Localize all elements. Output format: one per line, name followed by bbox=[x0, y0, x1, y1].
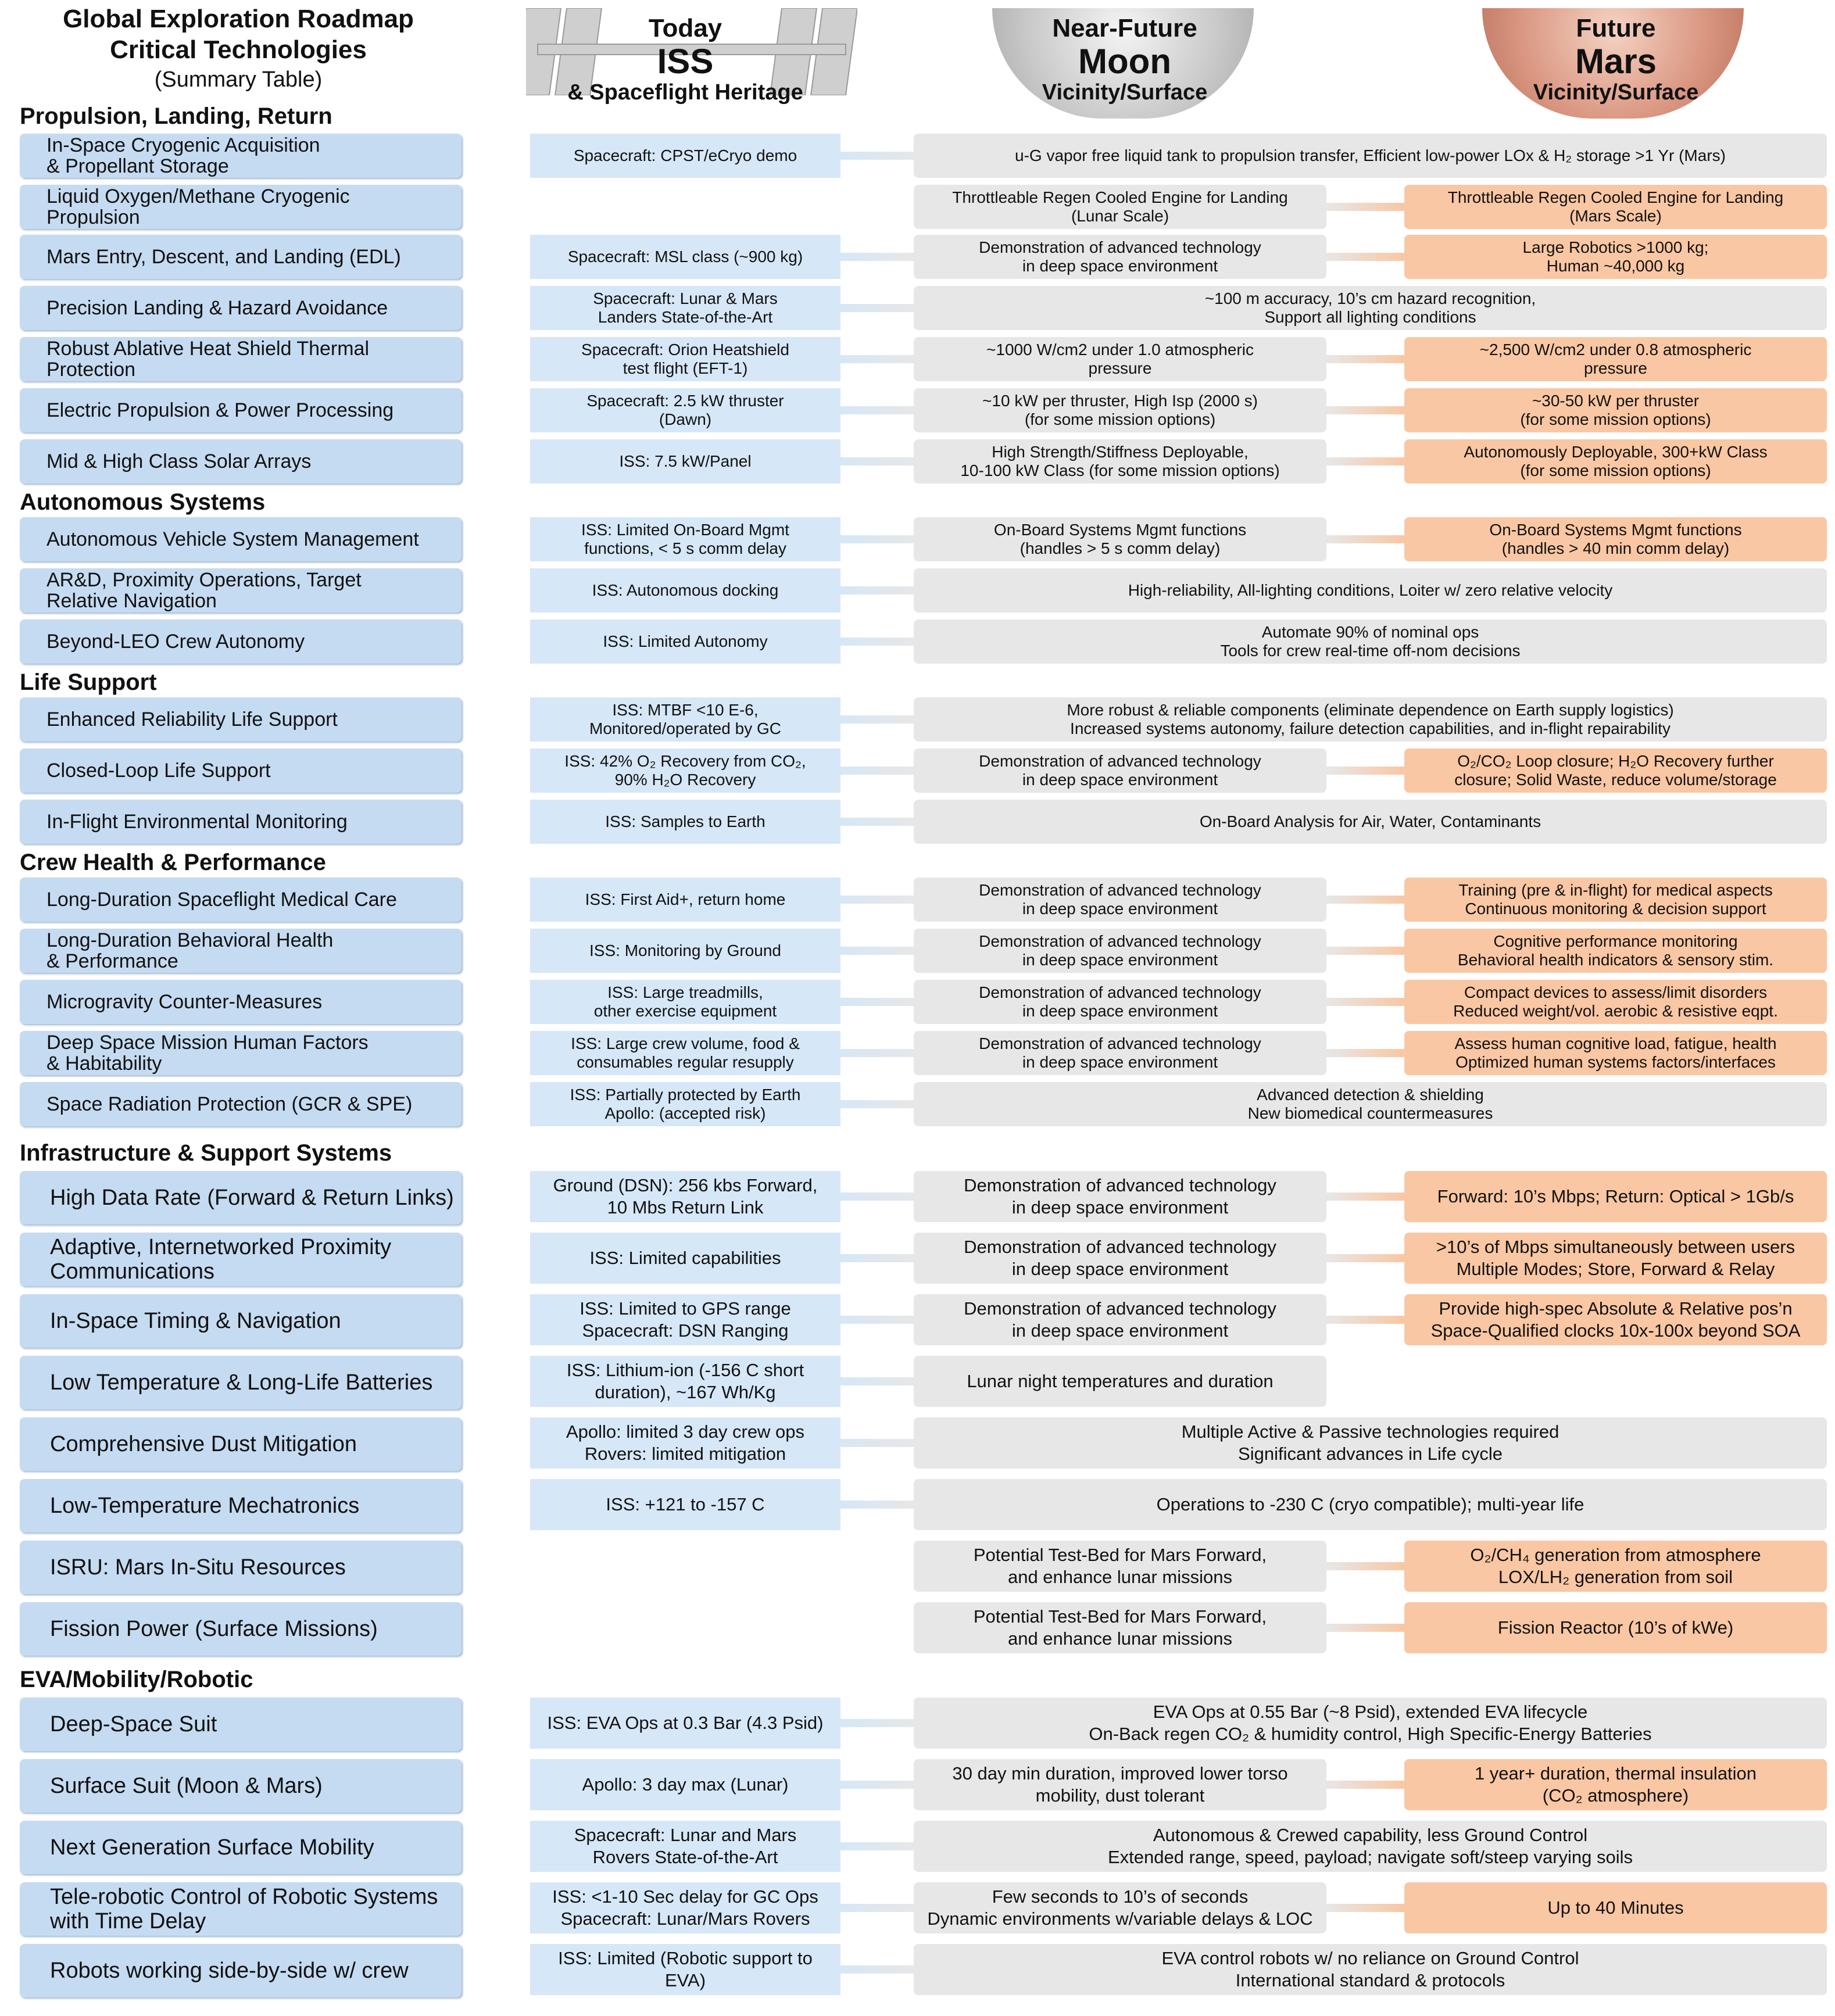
today-cell: ISS: Samples to Earth bbox=[530, 800, 840, 844]
today-cell: Apollo: limited 3 day crew ops Rovers: limited mitigation bbox=[530, 1417, 840, 1469]
moon-mars-span-cell: Advanced detection & shielding New biomedical countermeasures bbox=[914, 1082, 1827, 1126]
connector bbox=[840, 1439, 914, 1447]
technology-label: Mars Entry, Descent, and Landing (EDL) bbox=[20, 235, 462, 279]
moon-cell: Demonstration of advanced technology in deep space environment bbox=[914, 1171, 1326, 1222]
connector bbox=[840, 304, 914, 312]
page-subtitle: (Summary Table) bbox=[154, 67, 323, 92]
section-propulsion: Propulsion, Landing, Return bbox=[20, 103, 332, 129]
mars-cell: Compact devices to assess/limit disorders Reduced weight/vol. aerobic & resistive eqpt. bbox=[1404, 980, 1827, 1024]
today-cell: ISS: EVA Ops at 0.3 Bar (4.3 Psid) bbox=[530, 1698, 840, 1749]
connector bbox=[1326, 406, 1404, 414]
moon-cell: Demonstration of advanced technology in deep space environment bbox=[914, 1031, 1326, 1075]
section-infrastructure: Infrastructure & Support Systems bbox=[20, 1140, 392, 1166]
technology-label: Fission Power (Surface Missions) bbox=[20, 1602, 462, 1656]
connector bbox=[1326, 1193, 1404, 1201]
moon-cell: 30 day min duration, improved lower torso mobility, dust tolerant bbox=[914, 1759, 1326, 1810]
connector bbox=[840, 152, 914, 160]
connector bbox=[840, 1904, 914, 1912]
today-cell: Spacecraft: CPST/eCryo demo bbox=[530, 134, 840, 178]
today-header-line2: ISS bbox=[657, 42, 714, 81]
connector bbox=[1326, 1904, 1404, 1912]
connector bbox=[1326, 1624, 1404, 1632]
today-cell: Spacecraft: Lunar and Mars Rovers State-of-the-Art bbox=[530, 1821, 840, 1872]
today-header-line1: Today bbox=[648, 14, 722, 42]
technology-label: Closed-Loop Life Support bbox=[20, 749, 462, 793]
section-crew-health: Crew Health & Performance bbox=[20, 850, 326, 875]
moon-cell: Demonstration of advanced technology in deep space environment bbox=[914, 235, 1326, 279]
technology-label: ISRU: Mars In-Situ Resources bbox=[20, 1541, 462, 1594]
connector bbox=[840, 1965, 914, 1974]
moon-cell: ~1000 W/cm2 under 1.0 atmospheric pressure bbox=[914, 337, 1326, 381]
technology-label: Deep-Space Suit bbox=[20, 1698, 462, 1751]
today-cell: Spacecraft: MSL class (~900 kg) bbox=[530, 235, 840, 279]
connector bbox=[840, 767, 914, 775]
moon-cell: Demonstration of advanced technology in deep space environment bbox=[914, 929, 1326, 973]
today-cell: ISS: Limited On-Board Mgmt functions, < 5 s comm delay bbox=[530, 517, 840, 561]
technology-label: Robots working side-by-side w/ crew bbox=[20, 1944, 462, 1997]
moon-cell: Demonstration of advanced technology in deep space environment bbox=[914, 1294, 1326, 1345]
connector bbox=[840, 1193, 914, 1201]
moon-cell: ~10 kW per thruster, High Isp (2000 s) (for some mission options) bbox=[914, 388, 1326, 432]
connector bbox=[1326, 1562, 1404, 1570]
today-cell: Spacecraft: Lunar & Mars Landers State-of-the-Art bbox=[530, 286, 840, 330]
today-cell: ISS: Partially protected by Earth Apollo: (accepted risk) bbox=[530, 1082, 840, 1126]
connector bbox=[840, 1316, 914, 1324]
connector bbox=[840, 535, 914, 543]
technology-label: Precision Landing & Hazard Avoidance bbox=[20, 286, 462, 330]
mars-header-line1: Future bbox=[1576, 14, 1656, 42]
today-column-header bbox=[530, 0, 840, 116]
today-cell: ISS: 42% O₂ Recovery from CO₂, 90% H₂O Recovery bbox=[530, 749, 840, 793]
technology-label: Robust Ablative Heat Shield Thermal Protection bbox=[20, 337, 462, 381]
moon-cell: Demonstration of advanced technology in deep space environment bbox=[914, 1233, 1326, 1284]
moon-cell: Lunar night temperatures and duration bbox=[914, 1356, 1326, 1407]
technology-label: Liquid Oxygen/Methane Cryogenic Propulsion bbox=[20, 185, 462, 229]
moon-cell: Demonstration of advanced technology in deep space environment bbox=[914, 749, 1326, 793]
connector bbox=[840, 1781, 914, 1789]
technology-label: AR&D, Proximity Operations, Target Relative Navigation bbox=[20, 568, 462, 613]
connector bbox=[840, 1100, 914, 1108]
technology-label: In-Space Cryogenic Acquisition & Propellant Storage bbox=[20, 134, 462, 178]
moon-cell: Potential Test-Bed for Mars Forward, and enhance lunar missions bbox=[914, 1541, 1326, 1592]
moon-mars-span-cell: u-G vapor free liquid tank to propulsion transfer, Efficient low-power LOx & H₂ storage >1 Yr (Mars) bbox=[914, 134, 1827, 178]
today-cell: ISS: MTBF <10 E-6, Monitored/operated by GC bbox=[530, 697, 840, 742]
section-life-support: Life Support bbox=[20, 669, 157, 695]
technology-label: Space Radiation Protection (GCR & SPE) bbox=[20, 1082, 462, 1126]
moon-cell: Demonstration of advanced technology in deep space environment bbox=[914, 980, 1326, 1024]
today-cell: ISS: Limited capabilities bbox=[530, 1233, 840, 1284]
mars-header-line3: Vicinity/Surface bbox=[1533, 80, 1699, 105]
connector bbox=[1326, 1316, 1404, 1324]
moon-column-header bbox=[921, 0, 1328, 116]
moon-mars-span-cell: ~100 m accuracy, 10’s cm hazard recognition, Support all lighting conditions bbox=[914, 286, 1827, 330]
moon-mars-span-cell: EVA Ops at 0.55 Bar (~8 Psid), extended EVA lifecycle On-Back regen CO₂ & humidity control, High Specific-Energy Batteries bbox=[914, 1698, 1827, 1749]
technology-label: In-Space Timing & Navigation bbox=[20, 1294, 462, 1348]
connector bbox=[840, 715, 914, 724]
today-header-line3: & Spaceflight Heritage bbox=[567, 80, 803, 105]
technology-label: High Data Rate (Forward & Return Links) bbox=[20, 1171, 462, 1224]
moon-cell: Demonstration of advanced technology in deep space environment bbox=[914, 878, 1326, 922]
mars-cell: 1 year+ duration, thermal insulation (CO₂ atmosphere) bbox=[1404, 1759, 1827, 1810]
today-cell: ISS: <1-10 Sec delay for GC Ops Spacecraft: Lunar/Mars Rovers bbox=[530, 1882, 840, 1933]
title-line-2: Critical Technologies bbox=[110, 35, 367, 64]
today-cell: ISS: Limited Autonomy bbox=[530, 620, 840, 664]
today-cell: Spacecraft: 2.5 kW thruster (Dawn) bbox=[530, 388, 840, 432]
technology-label: Comprehensive Dust Mitigation bbox=[20, 1417, 462, 1471]
mars-cell: Large Robotics >1000 kg; Human ~40,000 kg bbox=[1404, 235, 1827, 279]
moon-mars-span-cell: More robust & reliable components (eliminate dependence on Earth supply logistics) Increased systems autonomy, failure detection capabilities, and in-flight repairability bbox=[914, 697, 1827, 742]
connector bbox=[1326, 1254, 1404, 1262]
today-cell: ISS: Autonomous docking bbox=[530, 568, 840, 613]
connector bbox=[1326, 947, 1404, 955]
connector bbox=[840, 998, 914, 1006]
moon-mars-span-cell: EVA control robots w/ no reliance on Ground Control International standard & protocols bbox=[914, 1944, 1827, 1995]
connector bbox=[1326, 1781, 1404, 1789]
technology-label: Long-Duration Spaceflight Medical Care bbox=[20, 878, 462, 922]
mars-cell: Cognitive performance monitoring Behavioral health indicators & sensory stim. bbox=[1404, 929, 1827, 973]
technology-label: Tele-robotic Control of Robotic Systems with Time Delay bbox=[20, 1882, 462, 1936]
connector bbox=[840, 1719, 914, 1727]
technology-label: Mid & High Class Solar Arrays bbox=[20, 439, 462, 484]
moon-cell: Few seconds to 10’s of seconds Dynamic environments w/variable delays & LOC bbox=[914, 1882, 1326, 1933]
moon-cell: High Strength/Stiffness Deployable, 10-100 kW Class (for some mission options) bbox=[914, 439, 1326, 484]
mars-cell: Fission Reactor (10’s of kWe) bbox=[1404, 1602, 1827, 1653]
connector bbox=[840, 947, 914, 955]
technology-label: Low Temperature & Long-Life Batteries bbox=[20, 1356, 462, 1409]
connector bbox=[840, 1377, 914, 1385]
connector bbox=[840, 457, 914, 465]
today-cell: ISS: Limited to GPS range Spacecraft: DSN Ranging bbox=[530, 1294, 840, 1345]
mars-cell: Autonomously Deployable, 300+kW Class (for some mission options) bbox=[1404, 439, 1827, 484]
today-cell: ISS: 7.5 kW/Panel bbox=[530, 439, 840, 484]
technology-label: Microgravity Counter-Measures bbox=[20, 980, 462, 1024]
connector bbox=[840, 406, 914, 414]
connector bbox=[840, 818, 914, 826]
connector bbox=[840, 1842, 914, 1850]
connector bbox=[840, 638, 914, 646]
moon-header-line3: Vicinity/Surface bbox=[1042, 80, 1208, 105]
mars-cell: Throttleable Regen Cooled Engine for Landing (Mars Scale) bbox=[1404, 185, 1827, 229]
mars-cell: Training (pre & in-flight) for medical aspects Continuous monitoring & decision support bbox=[1404, 878, 1827, 922]
title-line-1: Global Exploration Roadmap bbox=[63, 5, 414, 33]
moon-cell: Potential Test-Bed for Mars Forward, and enhance lunar missions bbox=[914, 1602, 1326, 1653]
section-eva: EVA/Mobility/Robotic bbox=[20, 1667, 253, 1692]
today-cell: ISS: Monitoring by Ground bbox=[530, 929, 840, 973]
page-title bbox=[12, 3, 465, 65]
moon-mars-span-cell: Automate 90% of nominal ops Tools for crew real-time off-nom decisions bbox=[914, 620, 1827, 664]
mars-cell: Forward: 10’s Mbps; Return: Optical > 1Gb/s bbox=[1404, 1171, 1827, 1222]
connector bbox=[1326, 1049, 1404, 1057]
connector bbox=[840, 1254, 914, 1262]
connector bbox=[1326, 767, 1404, 775]
mars-cell: Up to 40 Minutes bbox=[1404, 1882, 1827, 1933]
moon-cell: Throttleable Regen Cooled Engine for Landing (Lunar Scale) bbox=[914, 185, 1326, 229]
today-cell: ISS: Large treadmills, other exercise equipment bbox=[530, 980, 840, 1024]
today-cell: Spacecraft: Orion Heatshield test flight (EFT-1) bbox=[530, 337, 840, 381]
connector bbox=[840, 1501, 914, 1509]
connector bbox=[1326, 998, 1404, 1006]
section-autonomous: Autonomous Systems bbox=[20, 489, 266, 515]
mars-cell: >10’s of Mbps simultaneously between users Multiple Modes; Store, Forward & Relay bbox=[1404, 1233, 1827, 1284]
moon-mars-span-cell: Multiple Active & Passive technologies required Significant advances in Life cycle bbox=[914, 1417, 1827, 1469]
connector bbox=[1326, 253, 1404, 261]
mars-cell: O₂/CO₂ Loop closure; H₂O Recovery further closure; Solid Waste, reduce volume/storage bbox=[1404, 749, 1827, 793]
technology-label: Low-Temperature Mechatronics bbox=[20, 1479, 462, 1532]
connector bbox=[1326, 535, 1404, 543]
technology-label: Adaptive, Internetworked Proximity Communications bbox=[20, 1233, 462, 1286]
connector bbox=[1326, 203, 1404, 211]
mars-cell: O₂/CH₄ generation from atmosphere LOX/LH₂ generation from soil bbox=[1404, 1541, 1827, 1592]
mars-cell: ~30-50 kW per thruster (for some mission options) bbox=[1404, 388, 1827, 432]
connector bbox=[840, 1049, 914, 1057]
connector bbox=[840, 355, 914, 363]
mars-cell: Provide high-spec Absolute & Relative pos’n Space-Qualified clocks 10x-100x beyond SOA bbox=[1404, 1294, 1827, 1345]
technology-label: Surface Suit (Moon & Mars) bbox=[20, 1759, 462, 1813]
connector bbox=[840, 586, 914, 595]
mars-cell: On-Board Systems Mgmt functions (handles > 40 min comm delay) bbox=[1404, 517, 1827, 561]
moon-mars-span-cell: High-reliability, All-lighting conditions, Loiter w/ zero relative velocity bbox=[914, 568, 1827, 613]
technology-label: Beyond-LEO Crew Autonomy bbox=[20, 620, 462, 664]
today-cell: ISS: Limited (Robotic support to EVA) bbox=[530, 1944, 840, 1995]
technology-label: Enhanced Reliability Life Support bbox=[20, 697, 462, 742]
technology-label: Electric Propulsion & Power Processing bbox=[20, 388, 462, 432]
today-cell: ISS: +121 to -157 C bbox=[530, 1479, 840, 1530]
mars-cell: Assess human cognitive load, fatigue, health Optimized human systems factors/interfaces bbox=[1404, 1031, 1827, 1075]
connector bbox=[1326, 355, 1404, 363]
moon-header-line2: Moon bbox=[1078, 42, 1171, 81]
mars-column-header bbox=[1407, 0, 1825, 116]
today-cell: ISS: Lithium-ion (-156 C short duration), ~167 Wh/Kg bbox=[530, 1356, 840, 1407]
today-cell: ISS: First Aid+, return home bbox=[530, 878, 840, 922]
connector bbox=[1326, 896, 1404, 904]
technology-label: In-Flight Environmental Monitoring bbox=[20, 800, 462, 844]
connector bbox=[840, 896, 914, 904]
mars-header-line2: Mars bbox=[1575, 42, 1657, 81]
moon-mars-span-cell: Operations to -230 C (cryo compatible); multi-year life bbox=[914, 1479, 1827, 1530]
connector bbox=[1326, 457, 1404, 465]
technology-label: Next Generation Surface Mobility bbox=[20, 1821, 462, 1874]
moon-mars-span-cell: Autonomous & Crewed capability, less Ground Control Extended range, speed, payload; navigate soft/steep varying soils bbox=[914, 1821, 1827, 1872]
technology-label: Long-Duration Behavioral Health & Performance bbox=[20, 929, 462, 973]
technology-label: Autonomous Vehicle System Management bbox=[20, 517, 462, 561]
today-cell: Apollo: 3 day max (Lunar) bbox=[530, 1759, 840, 1810]
moon-header-line1: Near-Future bbox=[1052, 14, 1197, 42]
today-cell: ISS: Large crew volume, food & consumables regular resupply bbox=[530, 1031, 840, 1075]
today-cell: Ground (DSN): 256 kbs Forward, 10 Mbs Return Link bbox=[530, 1171, 840, 1222]
technology-label: Deep Space Mission Human Factors & Habitability bbox=[20, 1031, 462, 1075]
moon-mars-span-cell: On-Board Analysis for Air, Water, Contaminants bbox=[914, 800, 1827, 844]
moon-cell: On-Board Systems Mgmt functions (handles > 5 s comm delay) bbox=[914, 517, 1326, 561]
mars-cell: ~2,500 W/cm2 under 0.8 atmospheric pressure bbox=[1404, 337, 1827, 381]
connector bbox=[840, 253, 914, 261]
